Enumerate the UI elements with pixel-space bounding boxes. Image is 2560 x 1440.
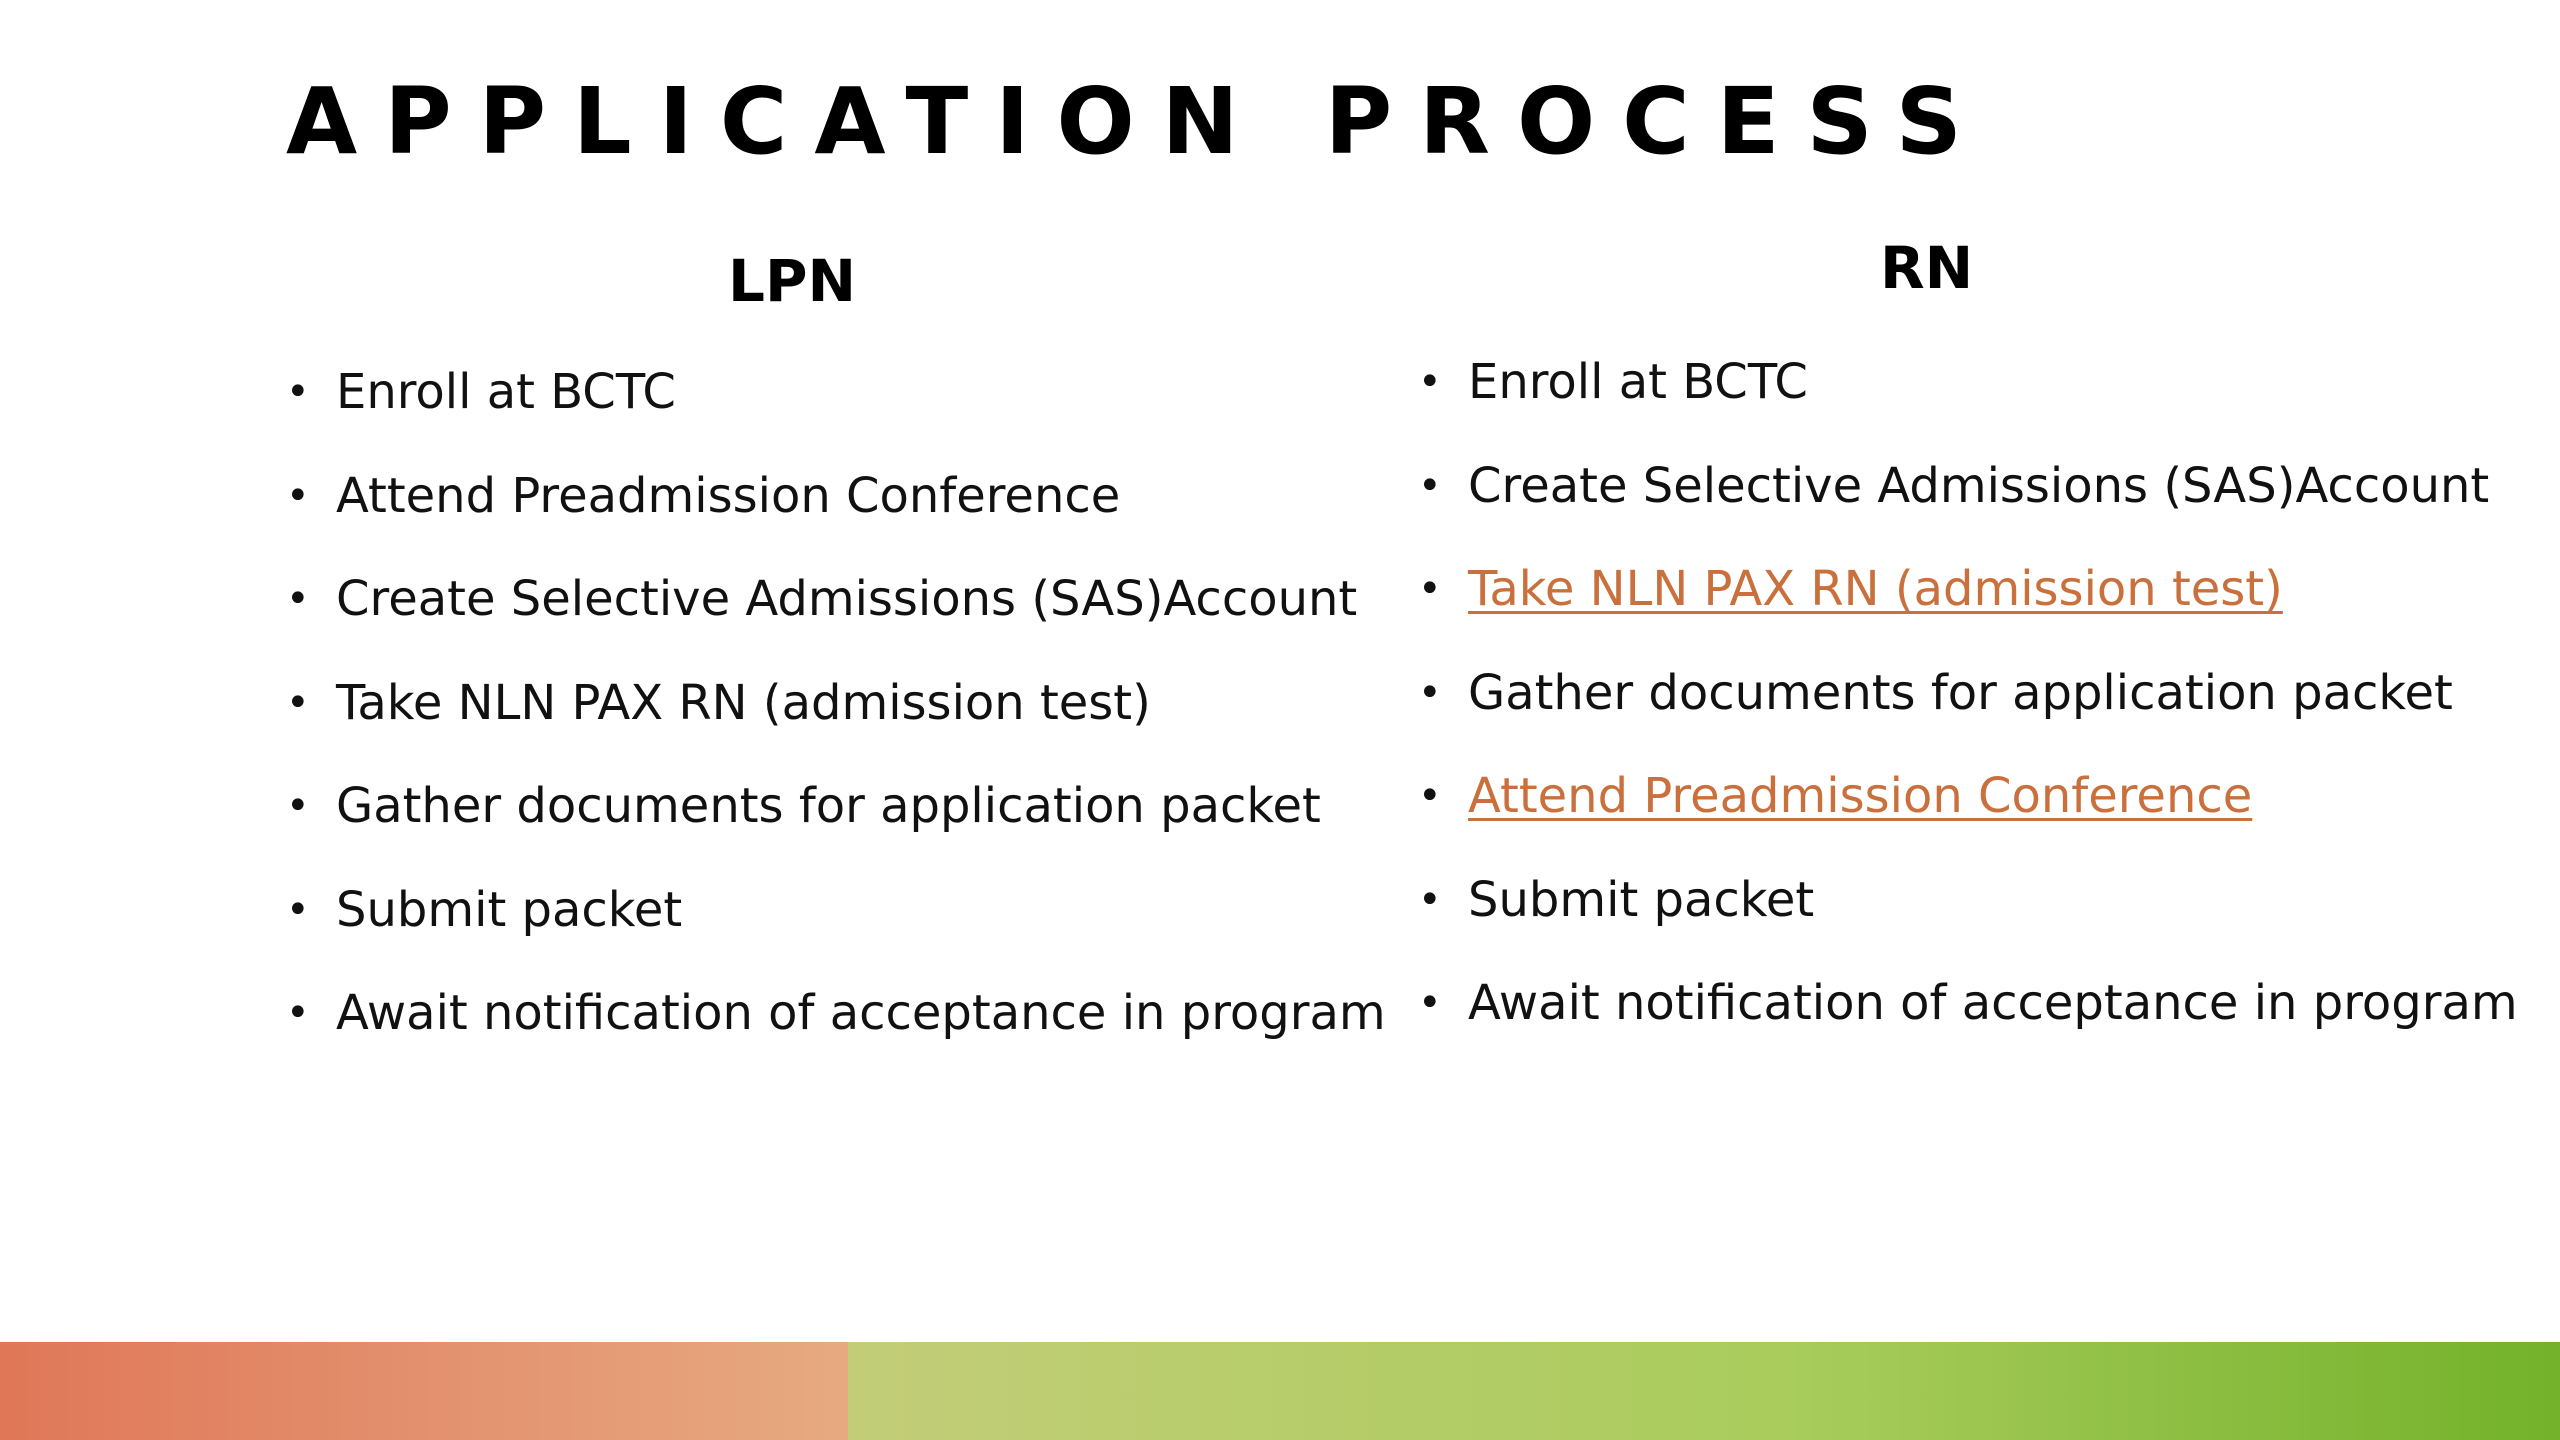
list-item bbox=[286, 563, 1386, 667]
bullet-icon: • bbox=[1418, 462, 1442, 509]
rn-step-sas-account: Create Selective Admissions (SAS)Account bbox=[1468, 457, 2490, 514]
list-item bbox=[1418, 864, 2518, 968]
bullet-icon: • bbox=[1418, 566, 1442, 612]
bullet-icon: • bbox=[1418, 359, 1442, 405]
lpn-heading: LPN bbox=[728, 247, 857, 315]
bullet-icon: • bbox=[286, 990, 310, 1036]
lpn-step-preadmission: Attend Preadmission Conference bbox=[336, 467, 1121, 524]
footer-color-bar bbox=[0, 1342, 2560, 1440]
lpn-step-gather-documents: Gather documents for application packet bbox=[336, 778, 1321, 834]
bullet-icon: • bbox=[286, 886, 310, 933]
rn-admission-test-link[interactable]: Take NLN PAX RN (admission test) bbox=[1468, 561, 2283, 617]
footer-bar-orange-segment bbox=[0, 1342, 848, 1440]
lpn-step-admission-test: Take NLN PAX RN (admission test) bbox=[336, 674, 1151, 731]
list-item bbox=[1418, 450, 2518, 554]
list-item bbox=[1418, 967, 2518, 1071]
bullet-icon: • bbox=[286, 472, 310, 519]
rn-steps-list bbox=[1418, 346, 2518, 1071]
list-item bbox=[286, 770, 1386, 874]
bullet-icon: • bbox=[1418, 876, 1442, 923]
list-item bbox=[286, 874, 1386, 978]
list-item bbox=[286, 667, 1386, 771]
lpn-step-await-notification: Await notification of acceptance in program bbox=[336, 985, 1386, 1041]
bullet-icon: • bbox=[286, 679, 310, 726]
list-item bbox=[1418, 346, 2518, 450]
rn-preadmission-conference-link[interactable]: Attend Preadmission Conference bbox=[1468, 768, 2253, 824]
list-item bbox=[286, 977, 1386, 1081]
bullet-icon: • bbox=[286, 783, 310, 829]
bullet-icon: • bbox=[286, 576, 310, 622]
list-item bbox=[1418, 760, 2518, 864]
lpn-steps-list bbox=[286, 356, 1386, 1081]
footer-bar-green-segment bbox=[848, 1342, 2560, 1440]
rn-step-gather-documents: Gather documents for application packet bbox=[1468, 664, 2453, 721]
bullet-icon: • bbox=[1418, 773, 1442, 819]
list-item bbox=[286, 356, 1386, 460]
lpn-step-sas-account: Create Selective Admissions (SAS)Account bbox=[336, 571, 1358, 627]
lpn-step-enroll: Enroll at BCTC bbox=[336, 364, 676, 420]
bullet-icon: • bbox=[1418, 980, 1442, 1026]
rn-heading: RN bbox=[1880, 234, 1974, 302]
list-item bbox=[286, 460, 1386, 564]
rn-step-submit-packet: Submit packet bbox=[1468, 871, 1815, 928]
bullet-icon: • bbox=[286, 369, 310, 415]
bullet-icon: • bbox=[1418, 669, 1442, 716]
rn-step-enroll: Enroll at BCTC bbox=[1468, 354, 1808, 410]
list-item bbox=[1418, 657, 2518, 761]
list-item bbox=[1418, 553, 2518, 657]
lpn-step-submit-packet: Submit packet bbox=[336, 881, 683, 938]
rn-step-await-notification: Await notification of acceptance in program bbox=[1468, 975, 2518, 1031]
slide-title: APPLICATION PROCESS bbox=[286, 68, 1989, 175]
